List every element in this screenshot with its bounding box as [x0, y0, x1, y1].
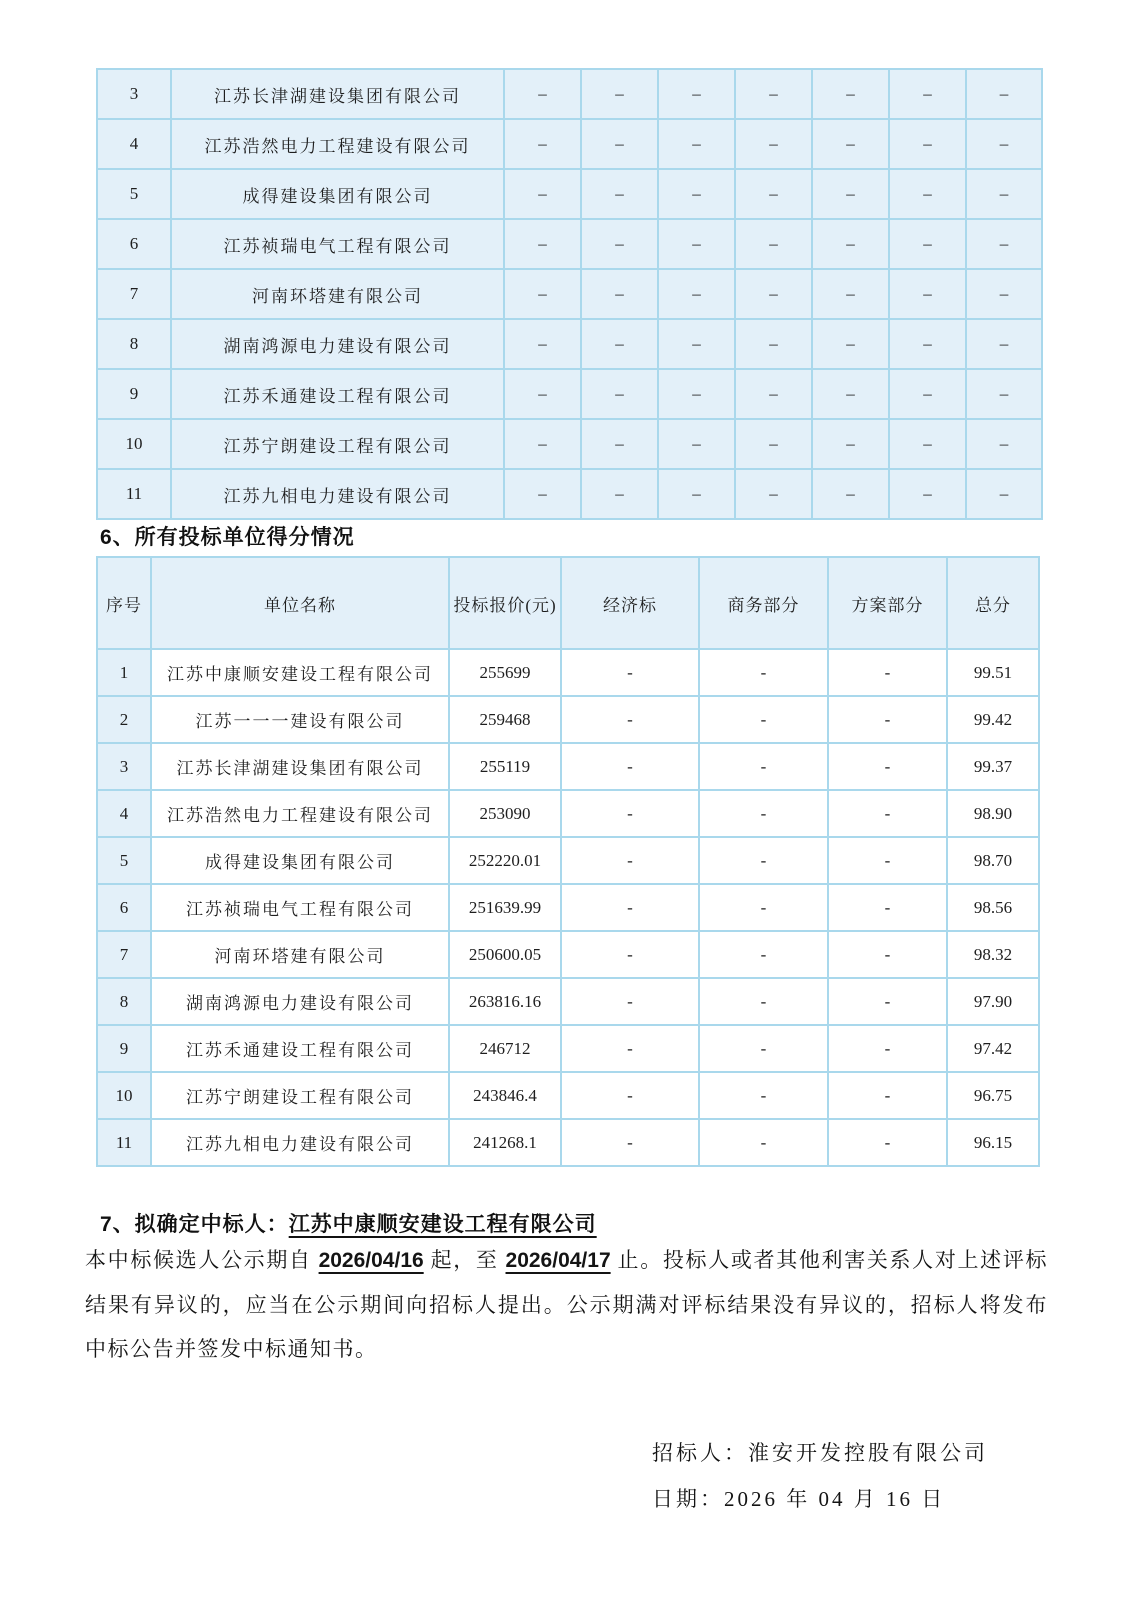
- winner-company-name: 江苏中康顺安建设工程有限公司: [288, 1213, 597, 1236]
- total-score-cell: 96.75: [947, 1072, 1039, 1119]
- total-score-cell: 98.90: [947, 790, 1039, 837]
- empty-score-cell: –: [889, 319, 966, 369]
- company-name-cell: 江苏长津湖建设集团有限公司: [151, 743, 449, 790]
- business-score-cell: -: [699, 696, 828, 743]
- bid-price-cell: 241268.1: [449, 1119, 561, 1166]
- company-name-cell: 江苏中康顺安建设工程有限公司: [151, 649, 449, 696]
- tenderer-label: 招标人：: [652, 1441, 748, 1465]
- section7-title: [100, 1208, 597, 1238]
- rank-cell: 10: [97, 1072, 151, 1119]
- table-row: [97, 369, 1042, 419]
- empty-score-cell: –: [735, 469, 812, 519]
- rank-cell: 8: [97, 978, 151, 1025]
- empty-score-cell: –: [735, 419, 812, 469]
- table-row: [97, 319, 1042, 369]
- table-row: [97, 269, 1042, 319]
- empty-score-cell: –: [812, 269, 889, 319]
- tenderer-name: 淮安开发控股有限公司: [748, 1441, 988, 1465]
- bid-price-cell: 255699: [449, 649, 561, 696]
- score-table-header: [97, 557, 1039, 649]
- proposal-score-cell: -: [828, 884, 947, 931]
- business-score-cell: -: [699, 837, 828, 884]
- empty-score-cell: –: [889, 469, 966, 519]
- table-row: [97, 696, 1039, 743]
- company-name-cell: 江苏长津湖建设集团有限公司: [171, 69, 504, 119]
- company-name-cell: 江苏禾通建设工程有限公司: [151, 1025, 449, 1072]
- empty-score-cell: –: [889, 119, 966, 169]
- empty-score-cell: –: [735, 369, 812, 419]
- rank-cell: 4: [97, 119, 171, 169]
- publication-notice-paragraph: [85, 1238, 1048, 1371]
- company-name-cell: 江苏宁朗建设工程有限公司: [151, 1072, 449, 1119]
- table-row: [97, 119, 1042, 169]
- business-score-cell: -: [699, 978, 828, 1025]
- column-header: 方案部分: [828, 557, 947, 649]
- total-score-cell: 97.42: [947, 1025, 1039, 1072]
- table-row: [97, 1072, 1039, 1119]
- bid-price-cell: 252220.01: [449, 837, 561, 884]
- empty-score-cell: –: [581, 69, 658, 119]
- proposal-score-cell: -: [828, 1025, 947, 1072]
- empty-score-cell: –: [658, 469, 735, 519]
- business-score-cell: -: [699, 931, 828, 978]
- table-row: [97, 169, 1042, 219]
- business-score-cell: -: [699, 1072, 828, 1119]
- empty-score-cell: –: [504, 219, 581, 269]
- total-score-cell: 98.32: [947, 931, 1039, 978]
- empty-score-cell: –: [658, 69, 735, 119]
- empty-score-cell: –: [812, 69, 889, 119]
- company-name-cell: 江苏九相电力建设有限公司: [151, 1119, 449, 1166]
- empty-score-cell: –: [966, 169, 1042, 219]
- proposal-score-cell: -: [828, 978, 947, 1025]
- notice-text: 止。投标人或者其他利害关系人对上述评标结果有异议的，应当在公示期间向招标人提出。公示期满对评标结果没有异议的，招标人将发布中标公告并签发中标通知书。: [85, 1248, 1049, 1361]
- table-row: [97, 419, 1042, 469]
- empty-score-cell: –: [966, 119, 1042, 169]
- empty-score-cell: –: [658, 269, 735, 319]
- business-score-cell: -: [699, 884, 828, 931]
- empty-score-cell: –: [581, 419, 658, 469]
- rank-cell: 10: [97, 419, 171, 469]
- rank-cell: 3: [97, 743, 151, 790]
- empty-score-cell: –: [581, 119, 658, 169]
- signature-block: [652, 1430, 988, 1522]
- empty-score-cell: –: [504, 269, 581, 319]
- bid-price-cell: 259468: [449, 696, 561, 743]
- empty-score-cell: –: [735, 169, 812, 219]
- table-row: [97, 884, 1039, 931]
- empty-score-cell: –: [504, 119, 581, 169]
- bidder-score-table: [96, 556, 1040, 1167]
- empty-score-cell: –: [966, 469, 1042, 519]
- notice-text: 本中标候选人公示期自: [85, 1248, 319, 1272]
- proposal-score-cell: -: [828, 743, 947, 790]
- rank-cell: 8: [97, 319, 171, 369]
- empty-score-cell: –: [504, 369, 581, 419]
- table-row: [97, 219, 1042, 269]
- empty-score-cell: –: [812, 119, 889, 169]
- empty-score-cell: –: [812, 169, 889, 219]
- date-label: 日期：: [652, 1487, 724, 1511]
- table-row: [97, 743, 1039, 790]
- business-score-cell: -: [699, 790, 828, 837]
- tenderer-line: [652, 1430, 988, 1476]
- proposal-score-cell: -: [828, 1072, 947, 1119]
- bid-price-cell: 255119: [449, 743, 561, 790]
- empty-score-cell: –: [889, 369, 966, 419]
- empty-score-cell: –: [581, 369, 658, 419]
- company-name-cell: 江苏浩然电力工程建设有限公司: [151, 790, 449, 837]
- proposal-score-cell: -: [828, 1119, 947, 1166]
- notice-date: 2026/04/17: [505, 1249, 611, 1272]
- empty-score-cell: –: [812, 369, 889, 419]
- empty-score-cell: –: [966, 419, 1042, 469]
- economic-score-cell: -: [561, 1025, 699, 1072]
- total-score-cell: 99.51: [947, 649, 1039, 696]
- company-name-cell: 江苏祯瑞电气工程有限公司: [151, 884, 449, 931]
- company-name-cell: 湖南鸿源电力建设有限公司: [171, 319, 504, 369]
- empty-score-cell: –: [889, 219, 966, 269]
- total-score-cell: 96.15: [947, 1119, 1039, 1166]
- economic-score-cell: -: [561, 978, 699, 1025]
- empty-score-cell: –: [735, 269, 812, 319]
- company-name-cell: 江苏九相电力建设有限公司: [171, 469, 504, 519]
- rank-cell: 11: [97, 1119, 151, 1166]
- rank-cell: 5: [97, 837, 151, 884]
- company-name-cell: 江苏一一一建设有限公司: [151, 696, 449, 743]
- empty-score-cell: –: [504, 69, 581, 119]
- empty-score-cell: –: [966, 69, 1042, 119]
- economic-score-cell: -: [561, 743, 699, 790]
- column-header: 投标报价(元): [449, 557, 561, 649]
- empty-score-cell: –: [812, 419, 889, 469]
- company-name-cell: 江苏宁朗建设工程有限公司: [171, 419, 504, 469]
- table-row: [97, 649, 1039, 696]
- rank-cell: 4: [97, 790, 151, 837]
- continuation-score-table: [96, 68, 1043, 520]
- empty-score-cell: –: [658, 319, 735, 369]
- bid-price-cell: 243846.4: [449, 1072, 561, 1119]
- empty-score-cell: –: [504, 469, 581, 519]
- column-header: 总分: [947, 557, 1039, 649]
- company-name-cell: 成得建设集团有限公司: [151, 837, 449, 884]
- header-row: [97, 557, 1039, 649]
- rank-cell: 3: [97, 69, 171, 119]
- table-row: [97, 469, 1042, 519]
- economic-score-cell: -: [561, 649, 699, 696]
- empty-score-cell: –: [581, 269, 658, 319]
- column-header: 商务部分: [699, 557, 828, 649]
- empty-score-cell: –: [966, 319, 1042, 369]
- empty-score-cell: –: [889, 69, 966, 119]
- company-name-cell: 河南环塔建有限公司: [151, 931, 449, 978]
- company-name-cell: 成得建设集团有限公司: [171, 169, 504, 219]
- rank-cell: 2: [97, 696, 151, 743]
- date-line: [652, 1476, 988, 1522]
- empty-score-cell: –: [735, 219, 812, 269]
- empty-score-cell: –: [581, 469, 658, 519]
- company-name-cell: 江苏浩然电力工程建设有限公司: [171, 119, 504, 169]
- rank-cell: 9: [97, 369, 171, 419]
- company-name-cell: 湖南鸿源电力建设有限公司: [151, 978, 449, 1025]
- rank-cell: 9: [97, 1025, 151, 1072]
- empty-score-cell: –: [504, 319, 581, 369]
- rank-cell: 7: [97, 931, 151, 978]
- rank-cell: 6: [97, 884, 151, 931]
- economic-score-cell: -: [561, 1119, 699, 1166]
- continuation-table-body: [97, 69, 1042, 519]
- business-score-cell: -: [699, 743, 828, 790]
- total-score-cell: 98.70: [947, 837, 1039, 884]
- economic-score-cell: -: [561, 931, 699, 978]
- table-row: [97, 931, 1039, 978]
- proposal-score-cell: -: [828, 696, 947, 743]
- bid-price-cell: 246712: [449, 1025, 561, 1072]
- economic-score-cell: -: [561, 884, 699, 931]
- bid-price-cell: 253090: [449, 790, 561, 837]
- empty-score-cell: –: [735, 69, 812, 119]
- table-row: [97, 1025, 1039, 1072]
- empty-score-cell: –: [581, 169, 658, 219]
- empty-score-cell: –: [735, 119, 812, 169]
- empty-score-cell: –: [658, 219, 735, 269]
- economic-score-cell: -: [561, 790, 699, 837]
- bid-price-cell: 251639.99: [449, 884, 561, 931]
- table-row: [97, 978, 1039, 1025]
- economic-score-cell: -: [561, 1072, 699, 1119]
- rank-cell: 11: [97, 469, 171, 519]
- section6-title: 6、所有投标单位得分情况: [100, 526, 355, 549]
- notice-date: 2026/04/16: [318, 1249, 424, 1272]
- table-row: [97, 837, 1039, 884]
- total-score-cell: 97.90: [947, 978, 1039, 1025]
- total-score-cell: 98.56: [947, 884, 1039, 931]
- empty-score-cell: –: [889, 169, 966, 219]
- economic-score-cell: -: [561, 696, 699, 743]
- table-row: [97, 1119, 1039, 1166]
- empty-score-cell: –: [812, 469, 889, 519]
- proposal-score-cell: -: [828, 837, 947, 884]
- rank-cell: 5: [97, 169, 171, 219]
- empty-score-cell: –: [658, 419, 735, 469]
- empty-score-cell: –: [735, 319, 812, 369]
- empty-score-cell: –: [581, 219, 658, 269]
- empty-score-cell: –: [658, 369, 735, 419]
- rank-cell: 6: [97, 219, 171, 269]
- column-header: 经济标: [561, 557, 699, 649]
- empty-score-cell: –: [504, 419, 581, 469]
- company-name-cell: 江苏祯瑞电气工程有限公司: [171, 219, 504, 269]
- empty-score-cell: –: [889, 419, 966, 469]
- empty-score-cell: –: [966, 369, 1042, 419]
- proposal-score-cell: -: [828, 931, 947, 978]
- proposal-score-cell: -: [828, 649, 947, 696]
- table-row: [97, 69, 1042, 119]
- proposal-score-cell: -: [828, 790, 947, 837]
- total-score-cell: 99.37: [947, 743, 1039, 790]
- date-value: 2026 年 04 月 16 日: [724, 1487, 946, 1511]
- empty-score-cell: –: [812, 319, 889, 369]
- company-name-cell: 河南环塔建有限公司: [171, 269, 504, 319]
- rank-cell: 7: [97, 269, 171, 319]
- economic-score-cell: -: [561, 837, 699, 884]
- company-name-cell: 江苏禾通建设工程有限公司: [171, 369, 504, 419]
- empty-score-cell: –: [812, 219, 889, 269]
- column-header: 序号: [97, 557, 151, 649]
- table-row: [97, 790, 1039, 837]
- empty-score-cell: –: [504, 169, 581, 219]
- rank-cell: 1: [97, 649, 151, 696]
- empty-score-cell: –: [658, 119, 735, 169]
- section7-label: 7、拟确定中标人：: [100, 1213, 289, 1236]
- empty-score-cell: –: [889, 269, 966, 319]
- business-score-cell: -: [699, 1119, 828, 1166]
- empty-score-cell: –: [658, 169, 735, 219]
- bid-price-cell: 250600.05: [449, 931, 561, 978]
- business-score-cell: -: [699, 649, 828, 696]
- bid-price-cell: 263816.16: [449, 978, 561, 1025]
- column-header: 单位名称: [151, 557, 449, 649]
- notice-text: 起，至: [423, 1248, 506, 1272]
- empty-score-cell: –: [966, 219, 1042, 269]
- business-score-cell: -: [699, 1025, 828, 1072]
- empty-score-cell: –: [581, 319, 658, 369]
- score-table-body: [97, 649, 1039, 1166]
- empty-score-cell: –: [966, 269, 1042, 319]
- total-score-cell: 99.42: [947, 696, 1039, 743]
